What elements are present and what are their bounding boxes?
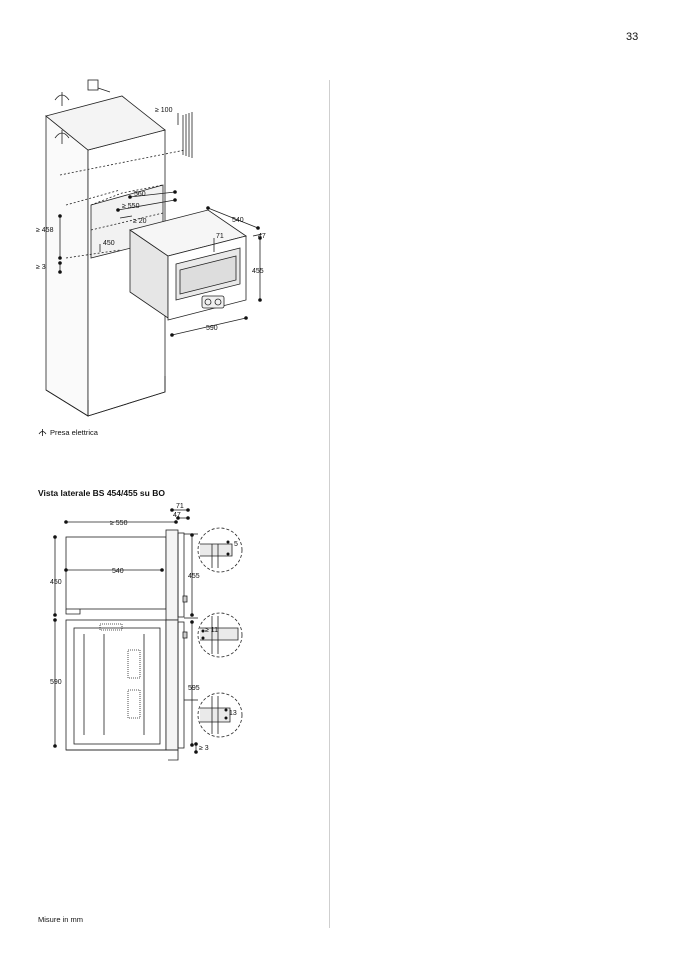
dim-540: 540 [112,568,124,575]
dim-595: 595 [188,685,200,692]
dim-458: ≥ 458 [36,227,54,234]
dim-47: 47 [258,233,266,240]
detail-dim-13: 13 [229,710,237,717]
dim-550: ≥ 550 [122,203,140,210]
dim-590: 590 [50,679,62,686]
detail-dim-5: 5 [234,541,238,548]
dim-3: ≥ 3 [199,745,209,752]
dim-450: 450 [50,579,62,586]
dim-560: 560 [134,191,146,198]
dim-71: 71 [176,503,184,510]
dim-3: ≥ 3 [36,264,46,271]
dim-455: 455 [188,573,200,580]
lower-oven [66,620,166,750]
dim-455: 455 [252,268,264,275]
dim-20: ≥ 20 [133,218,147,225]
detail-dim-11: ≥ 11 [205,627,219,634]
dim-550: ≥ 550 [110,520,128,527]
legend-text: Presa elettrica [50,428,98,437]
section-title: Vista laterale BS 454/455 su BO [38,488,165,498]
dim-100: ≥ 100 [155,107,173,114]
dim-71: 71 [216,233,224,240]
dim-450: 450 [103,240,115,247]
dim-590: 590 [206,325,218,332]
page-number: 33 [626,31,639,43]
dim-540: 540 [232,217,244,224]
dim-47: 47 [173,512,181,519]
footer-note: Misure in mm [38,915,84,924]
